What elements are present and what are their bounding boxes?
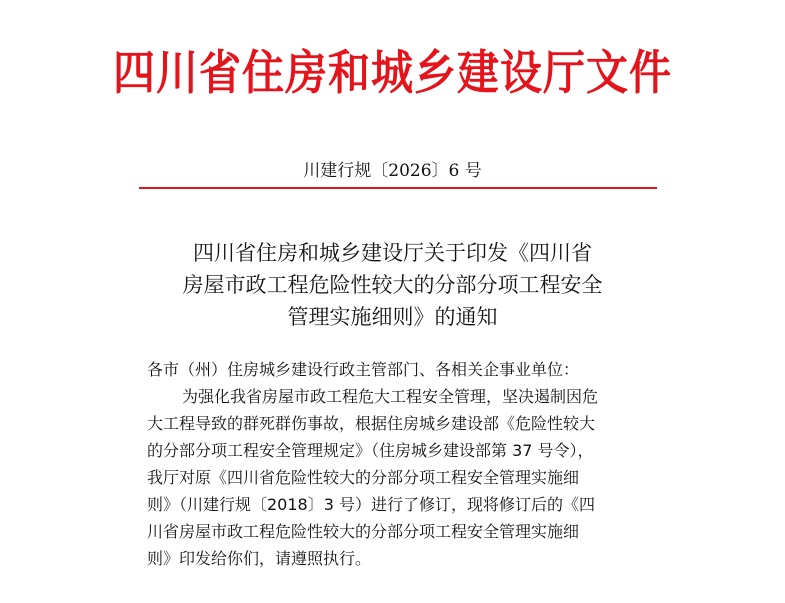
notice-title [0, 237, 785, 333]
body-line: 为强化我省房屋市政工程危大工程安全管理，坚决遏制因危 [182, 387, 599, 406]
notice-title-line: 房屋市政工程危险性较大的分部分项工程安全 [182, 273, 603, 297]
document-number: 川建行规〔2026〕6 号 [303, 161, 482, 181]
salutation: 各市（州）住房城乡建设行政主管部门、各相关企事业单位： [147, 360, 580, 379]
document-header-title: 四川省住房和城乡建设厅文件 [112, 45, 672, 101]
body-line: 大工程导致的群死群伤事故，根据住房城乡建设部《危险性较大 [147, 414, 596, 433]
body-line: 我厅对原《四川省危险性较大的分部分项工程安全管理实施细 [147, 468, 580, 487]
notice-title-line: 管理实施细则》的通知 [287, 305, 498, 329]
notice-title-line: 四川省住房和城乡建设厅关于印发《四川省 [193, 241, 592, 265]
body-paragraph [147, 383, 598, 572]
body-line: 的分部分项工程安全管理规定》（住房城乡建设部第 37 号令）， [147, 441, 594, 460]
body-line: 则》（川建行规〔2018〕3 号）进行了修订，现将修订后的《四 [147, 495, 595, 514]
body-line: 则》印发给你们，请遵照执行。 [147, 549, 372, 568]
red-divider-line [139, 187, 657, 189]
body-line: 川省房屋市政工程危险性较大的分部分项工程安全管理实施细 [147, 522, 580, 541]
